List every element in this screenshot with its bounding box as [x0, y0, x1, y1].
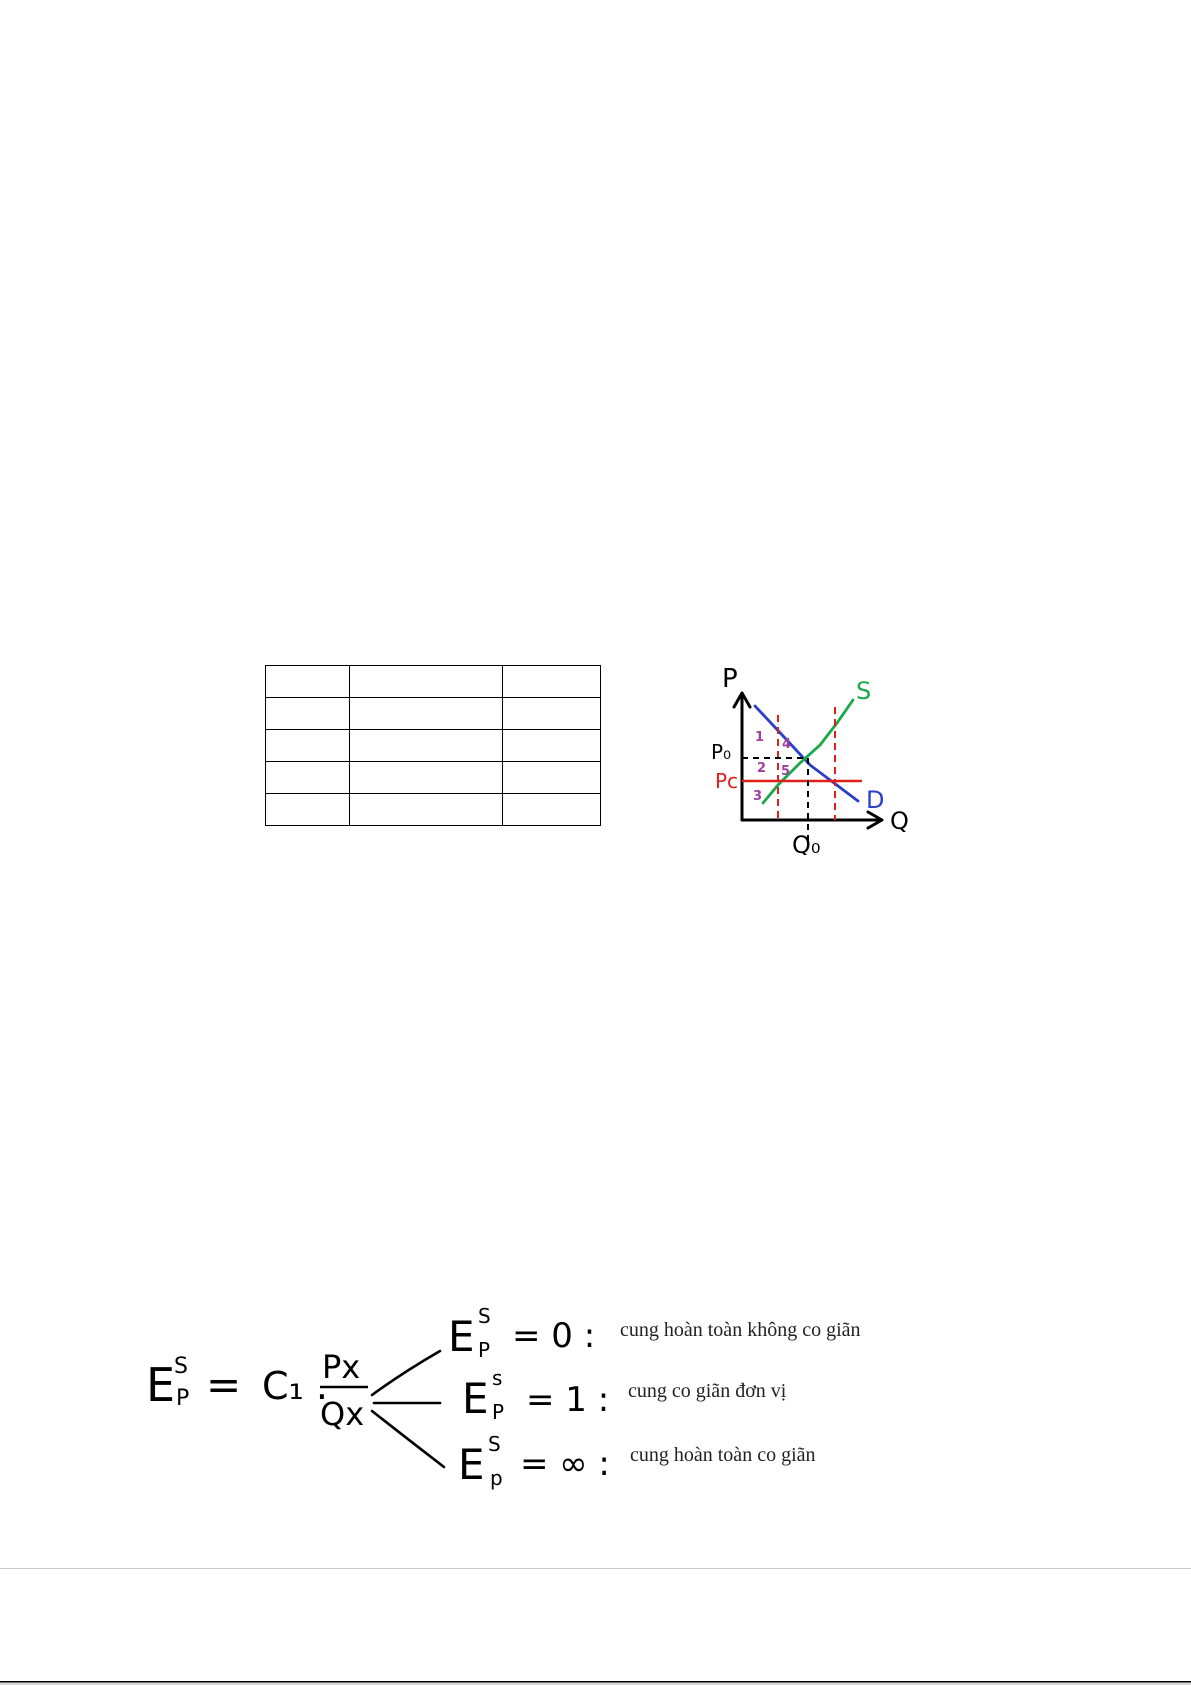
table-cell — [266, 730, 350, 762]
table-cell — [503, 666, 601, 698]
supply-label: S — [856, 677, 872, 705]
table-cell — [503, 730, 601, 762]
p0-label: P₀ — [711, 740, 732, 764]
case-2-sub: P — [492, 1400, 505, 1424]
table-cell — [503, 698, 601, 730]
formula-numerator: Px — [322, 1348, 361, 1386]
case-2-sup: s — [492, 1366, 503, 1390]
pc-label: Pc — [715, 769, 739, 793]
demand-curve — [755, 706, 858, 801]
case-1-rhs: = 0 : — [512, 1316, 596, 1356]
formula-lhs-main: E — [146, 1358, 176, 1412]
description-unit-elastic: cung co giãn đơn vị — [628, 1380, 787, 1402]
description-perfectly-elastic: cung hoàn toàn co giãn — [630, 1444, 816, 1466]
q0-label: Q₀ — [792, 831, 821, 855]
table-cell — [350, 730, 503, 762]
case-3-rhs: = ∞ : — [520, 1444, 610, 1484]
empty-table — [265, 665, 601, 826]
branch-stroke-top — [372, 1351, 440, 1395]
table-cell — [266, 762, 350, 794]
formula-lhs-sup: S — [174, 1354, 188, 1379]
case-1-sup: S — [478, 1304, 491, 1328]
area-label-4: 4 — [782, 737, 792, 752]
area-label-1: 1 — [755, 730, 765, 745]
q-axis — [742, 812, 882, 828]
branch-stroke-bottom — [372, 1411, 444, 1467]
area-label-5: 5 — [781, 764, 791, 779]
table-cell — [350, 762, 503, 794]
table-row — [266, 730, 601, 762]
formula-lhs-sub: P — [176, 1386, 190, 1411]
p-axis — [734, 693, 750, 820]
table-row — [266, 794, 601, 826]
case-3-main: E — [458, 1440, 485, 1489]
footer-divider — [0, 1568, 1191, 1569]
case-1-sub: P — [478, 1338, 491, 1362]
supply-demand-diagram — [700, 655, 920, 855]
q-axis-label: Q — [890, 807, 909, 835]
table-row — [266, 666, 601, 698]
area-label-3: 3 — [753, 789, 763, 804]
case-1-main: E — [448, 1312, 475, 1361]
case-2-main: E — [462, 1374, 489, 1423]
formula-denominator: Qx — [320, 1395, 365, 1433]
formula-equals: = — [206, 1360, 242, 1409]
p-axis-label: P — [722, 664, 738, 694]
table-cell — [266, 698, 350, 730]
area-label-2: 2 — [757, 761, 767, 776]
table-cell — [503, 762, 601, 794]
case-3-sup: S — [488, 1432, 501, 1456]
case-3-sub: p — [490, 1466, 503, 1490]
table-row — [266, 762, 601, 794]
description-perfectly-inelastic: cung hoàn toàn không co giãn — [620, 1319, 861, 1341]
formula-coefficient: C₁ . — [262, 1364, 328, 1408]
table-cell — [350, 698, 503, 730]
demand-label: D — [866, 786, 885, 814]
bottom-edge-strip — [0, 1681, 1191, 1685]
table-cell — [503, 794, 601, 826]
case-2-rhs: = 1 : — [526, 1380, 610, 1420]
table-row — [266, 698, 601, 730]
table-cell — [266, 666, 350, 698]
table-cell — [350, 794, 503, 826]
table-cell — [266, 794, 350, 826]
table-cell — [350, 666, 503, 698]
